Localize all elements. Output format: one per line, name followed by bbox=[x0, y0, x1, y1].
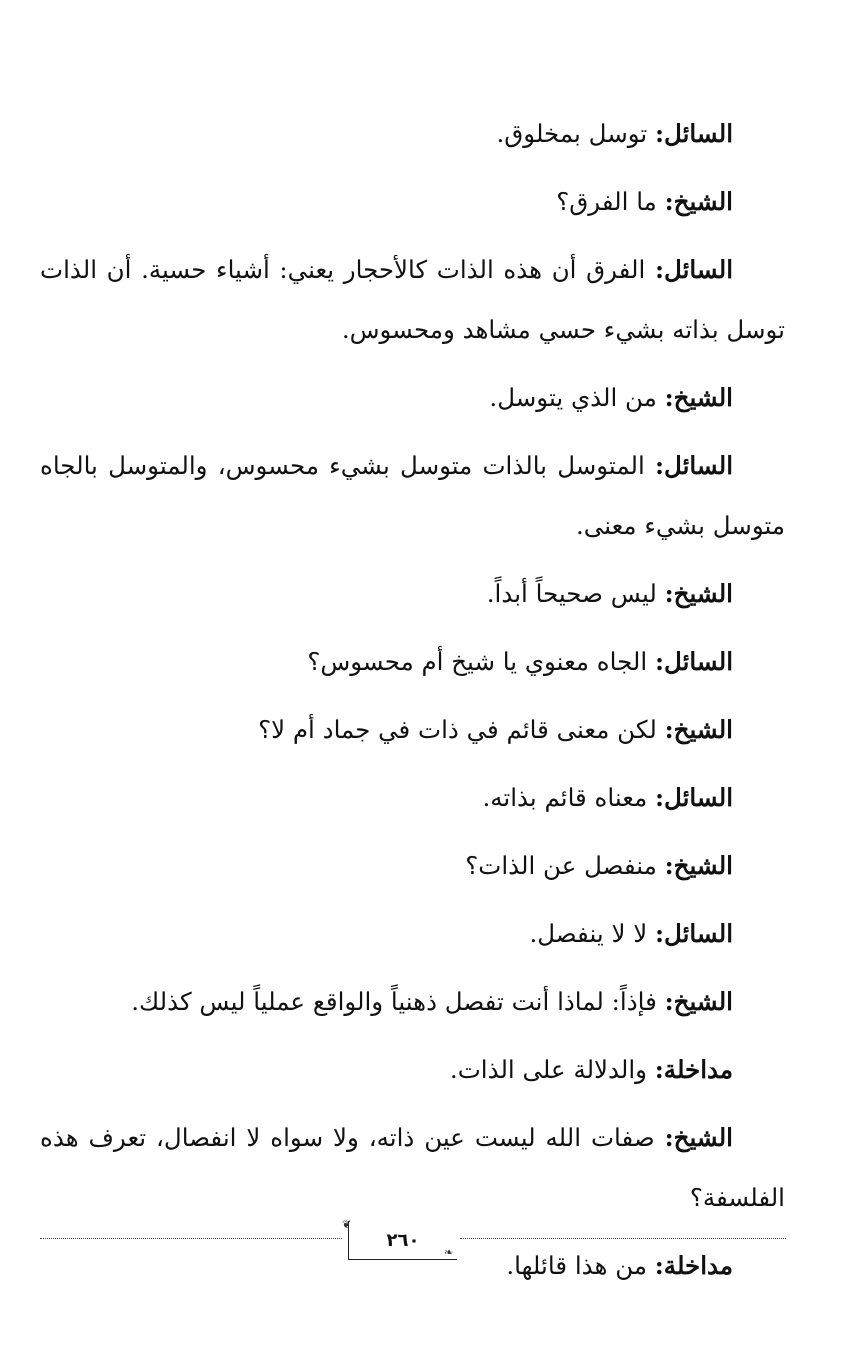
footer-rule-left bbox=[40, 1238, 342, 1239]
dialogue-text: من هذا قائلها. bbox=[506, 1251, 655, 1280]
dialogue-text: من الذي يتوسل. bbox=[489, 383, 665, 412]
speaker-label: الشيخ: bbox=[664, 1123, 733, 1152]
dialogue-text: والدلالة على الذات. bbox=[449, 1055, 655, 1084]
dialogue-line bbox=[40, 768, 785, 828]
dialogue-line bbox=[40, 1040, 785, 1100]
dialogue-text: منفصل عن الذات؟ bbox=[465, 851, 665, 880]
dialogue-text: توسل بمخلوق. bbox=[496, 119, 655, 148]
dialogue-text: الفرق أن هذه الذات كالأحجار يعني: أشياء حسية. أن الذات توسل بذاته بشيء حسي مشاهد ومحسوس. bbox=[40, 255, 785, 344]
speaker-label: مداخلة: bbox=[654, 1251, 733, 1280]
speaker-label: السائل: bbox=[654, 119, 733, 148]
speaker-label: السائل: bbox=[654, 919, 733, 948]
dialogue-line bbox=[40, 436, 785, 556]
dialogue-text: الجاه معنوي يا شيخ أم محسوس؟ bbox=[307, 647, 655, 676]
speaker-label: الشيخ: bbox=[664, 187, 733, 216]
speaker-label: السائل: bbox=[654, 647, 733, 676]
dialogue-line bbox=[40, 836, 785, 896]
dialogue-text: المتوسل بالذات متوسل بشيء محسوس، والمتوسل بالجاه متوسل بشيء معنى. bbox=[40, 451, 785, 540]
dialogue-text: ليس صحيحاً أبداً. bbox=[486, 579, 665, 608]
dialogue-line bbox=[40, 632, 785, 692]
speaker-label: الشيخ: bbox=[664, 383, 733, 412]
dialogue-text: معناه قائم بذاته. bbox=[482, 783, 655, 812]
dialogue-line bbox=[40, 700, 785, 760]
dialogue-text: فإذاً: لماذا أنت تفصل ذهنياً والواقع عملياً ليس كذلك. bbox=[131, 987, 665, 1016]
page-footer bbox=[40, 1218, 786, 1262]
dialogue-line bbox=[40, 1108, 785, 1228]
dialogue-text: لا لا ينفصل. bbox=[529, 919, 655, 948]
dialogue-line bbox=[40, 104, 785, 164]
speaker-label: السائل: bbox=[654, 783, 733, 812]
dialogue-text: صفات الله ليست عين ذاته، ولا سواه لا انفصال، تعرف هذه الفلسفة؟ bbox=[40, 1123, 785, 1212]
dialogue-line bbox=[40, 172, 785, 232]
dialogue-line bbox=[40, 240, 785, 360]
page-number: ٢٦٠ bbox=[386, 1229, 420, 1251]
speaker-label: الشيخ: bbox=[664, 987, 733, 1016]
page-body bbox=[40, 104, 785, 1304]
page-number-box bbox=[348, 1221, 457, 1260]
speaker-label: الشيخ: bbox=[664, 715, 733, 744]
dialogue-line bbox=[40, 368, 785, 428]
dialogue-text: لكن معنى قائم في ذات في جماد أم لا؟ bbox=[258, 715, 665, 744]
ornament-icon: ❦ bbox=[342, 1218, 352, 1231]
ornament-icon: ❧ bbox=[444, 1246, 454, 1259]
footer-rule-right bbox=[460, 1238, 786, 1239]
speaker-label: الشيخ: bbox=[664, 579, 733, 608]
dialogue-line bbox=[40, 972, 785, 1032]
dialogue-line bbox=[40, 904, 785, 964]
speaker-label: مداخلة: bbox=[654, 1055, 733, 1084]
speaker-label: السائل: bbox=[654, 451, 733, 480]
speaker-label: السائل: bbox=[654, 255, 733, 284]
dialogue-line bbox=[40, 564, 785, 624]
speaker-label: الشيخ: bbox=[664, 851, 733, 880]
dialogue-text: ما الفرق؟ bbox=[556, 187, 665, 216]
